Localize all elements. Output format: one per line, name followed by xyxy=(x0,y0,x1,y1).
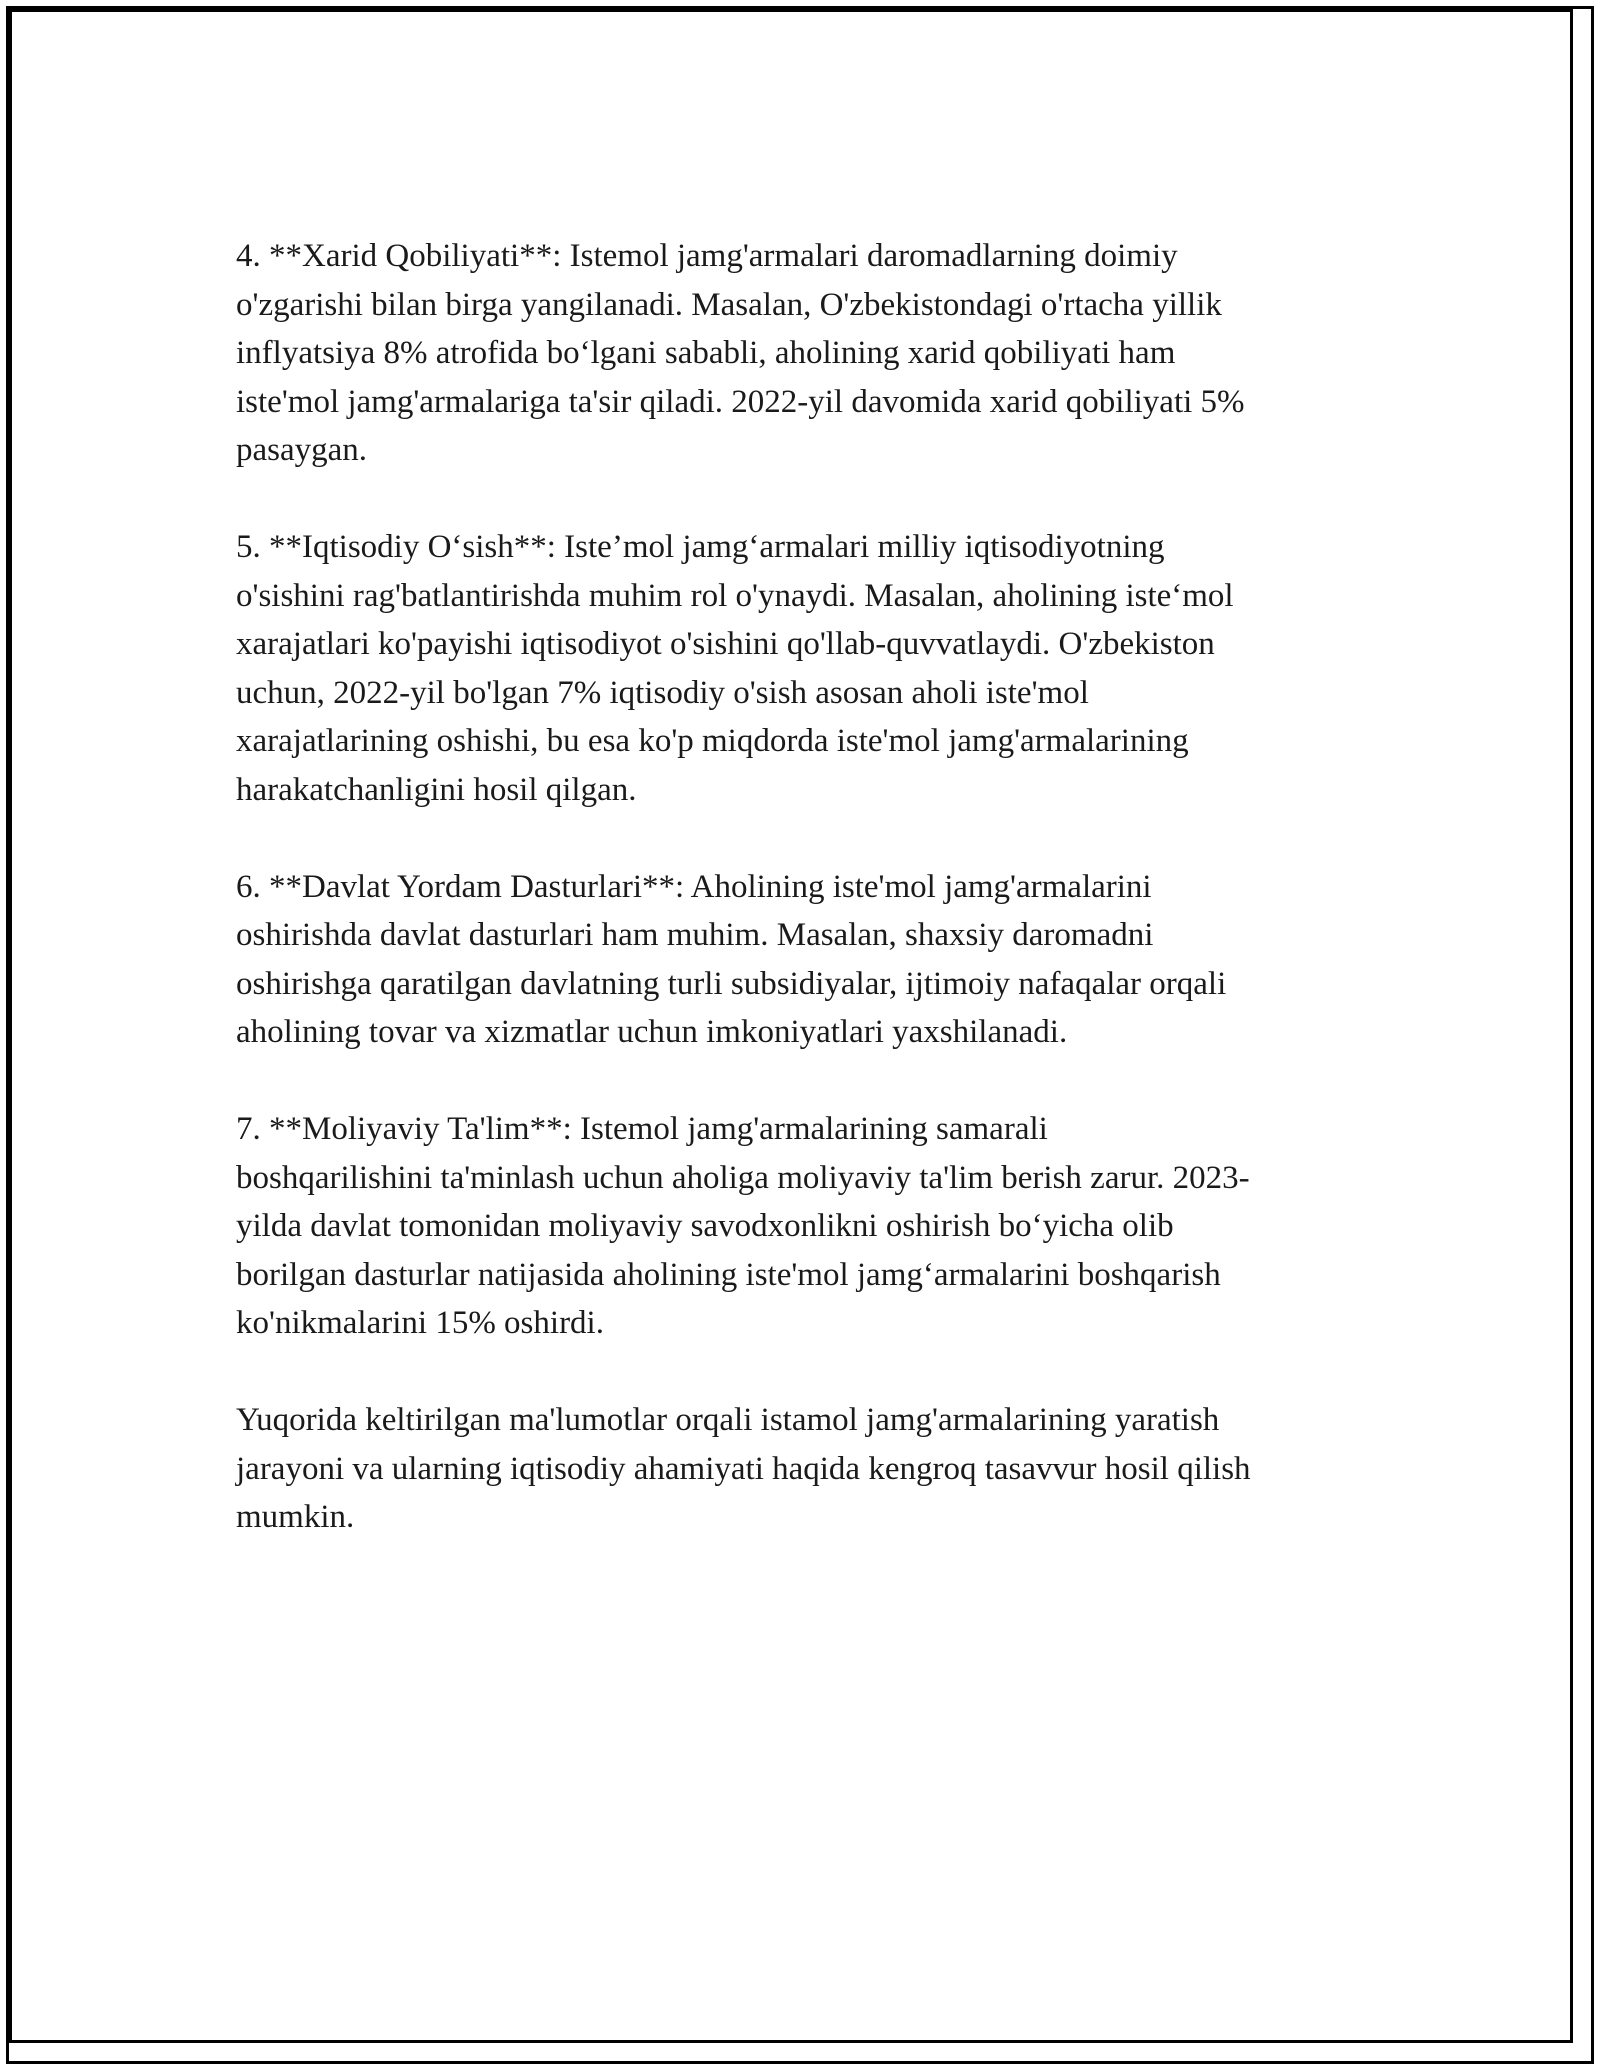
paragraph-financial-education: 7. **Moliyaviy Ta'lim**: Istemol jamg'armalarining samarali boshqarilishini ta'minlash uchun aholiga moliyaviy ta'lim berish zarur. 2023- yilda davlat tomonidan moliyaviy savodxonlikni oshirish bo‘yicha olib borilgan dasturlar natijasida aholining iste'mol jamg‘armalarini boshqarish ko'nikmalarini 15% oshirdi. xyxy=(236,1111,1250,1341)
paragraph-purchasing-power: 4. **Xarid Qobiliyati**: Istemol jamg'armalari daromadlarning doimiy o'zgarishi bilan birga yangilanadi. Masalan, O'zbekistondagi o'rtacha yillik inflyatsiya 8% atrofida bo‘lgani sababli, aholining xarid qobiliyati ham iste'mol jamg'armalariga ta'sir qiladi. 2022-yil davomida xarid qobiliyati 5% pasaygan. xyxy=(236,238,1245,468)
paragraph-conclusion: Yuqorida keltirilgan ma'lumotlar orqali istamol jamg'armalarining yaratish jarayoni va ularning iqtisodiy ahamiyati haqida kengroq tasavvur hosil qilish mumkin. xyxy=(236,1402,1251,1535)
document-body xyxy=(236,232,1376,1590)
paragraph-state-support-programs: 6. **Davlat Yordam Dasturlari**: Aholining iste'mol jamg'armalarini oshirishda davlat dasturlari ham muhim. Masalan, shaxsiy daromadni oshirishga qaratilgan davlatning turli subsidiyalar, ijtimoiy nafaqalar orqali aholining tovar va xizmatlar uchun imkoniyatlari yaxshilanadi. xyxy=(236,868,1227,1050)
paragraph-economic-growth: 5. **Iqtisodiy O‘sish**: Iste’mol jamg‘armalari milliy iqtisodiyotning o'sishini rag'batlantirishda muhim rol o'ynaydi. Masalan, aholining iste‘mol xarajatlari ko'payishi iqtisodiyot o'sishini qo'llab-quvvatlaydi. O'zbekiston uchun, 2022-yil bo'lgan 7% iqtisodiy o'sish asosan aholi iste'mol xarajatlarining oshishi, bu esa ko'p miqdorda iste'mol jamg'armalarining harakatchanligini hosil qilgan. xyxy=(236,529,1234,808)
